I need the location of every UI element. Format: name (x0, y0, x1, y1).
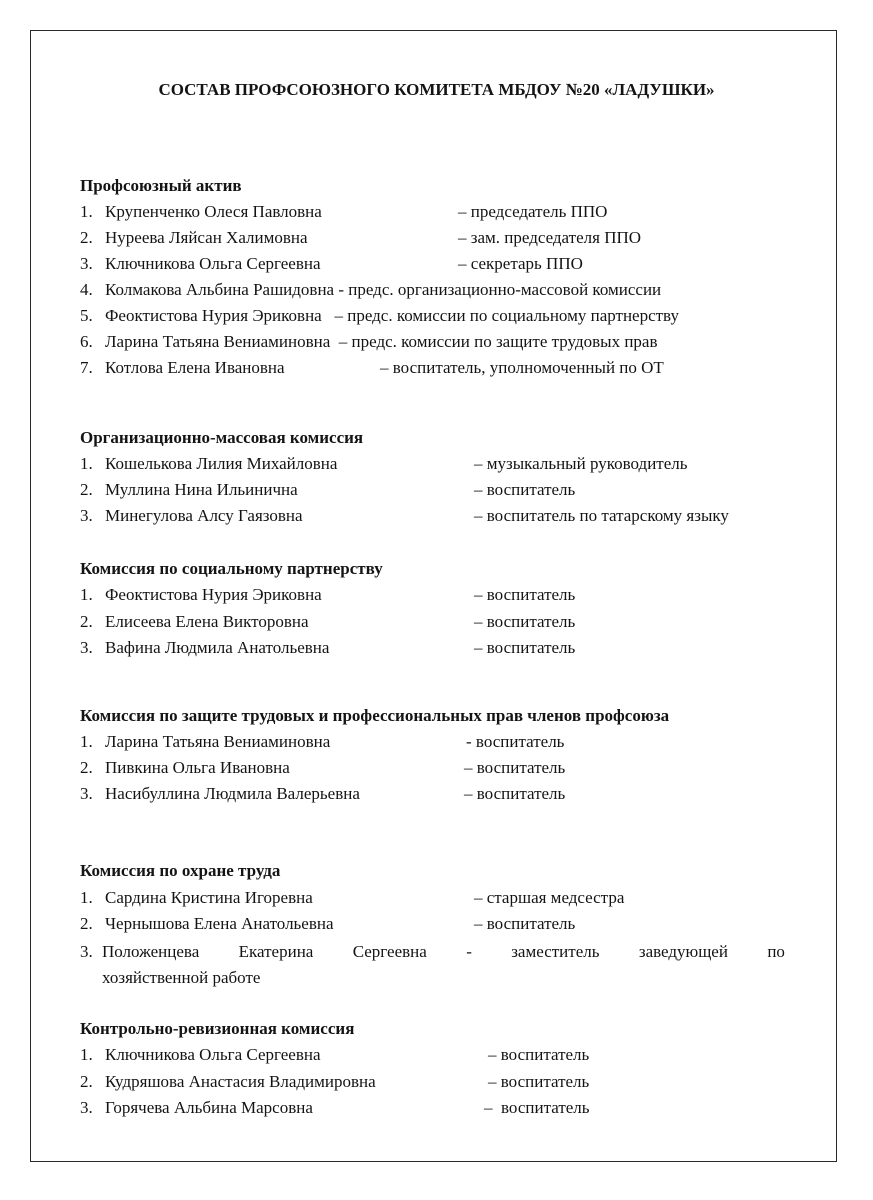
justified-word: Положенцева (102, 942, 200, 961)
item-number: 3. (80, 638, 93, 657)
member-role: – зам. председателя ППО (458, 228, 642, 247)
member-name: Горячева Альбина Марсовна (105, 1098, 313, 1117)
member-line: Феоктистова Нурия Эриковна – предс. комиссии по социальному партнерству (105, 306, 680, 325)
item-number: 1. (80, 1045, 93, 1064)
member-line-justified (102, 939, 785, 965)
member-role: - воспитатель (466, 732, 565, 751)
member-role: – воспитатель (488, 1072, 590, 1091)
item-number: 1. (80, 454, 93, 473)
item-number: 3. (80, 506, 93, 525)
justified-word: по (767, 942, 785, 961)
justified-word: Екатерина (238, 942, 314, 961)
justified-word: заведующей (638, 942, 728, 961)
member-line-continuation: хозяйственной работе (102, 968, 261, 987)
member-line: Ларина Татьяна Вениаминовна – предс. комиссии по защите трудовых прав (105, 332, 658, 351)
section-heading-rights: Комиссия по защите трудовых и профессиональных прав членов профсоюза (80, 706, 670, 725)
member-role: – воспитатель (474, 585, 576, 604)
section-heading-org: Организационно-массовая комиссия (80, 428, 364, 447)
member-name: Минегулова Алсу Гаязовна (105, 506, 303, 525)
member-name: Ключникова Ольга Сергеевна (105, 1045, 321, 1064)
item-number: 1. (80, 732, 93, 751)
section-heading-audit: Контрольно-ревизионная комиссия (80, 1019, 355, 1038)
justified-word: заместитель (511, 942, 600, 961)
member-name: Кошелькова Лилия Михайловна (105, 454, 338, 473)
member-name: Елисеева Елена Викторовна (105, 612, 309, 631)
member-role: – воспитатель (464, 758, 566, 777)
justified-word: Сергеевна (352, 942, 427, 961)
member-name: Ключникова Ольга Сергеевна (105, 254, 321, 273)
member-name: Насибуллина Людмила Валерьевна (105, 784, 360, 803)
item-number: 2. (80, 612, 93, 631)
section-heading-activ: Профсоюзный актив (80, 176, 242, 195)
member-role: – воспитатель, уполномоченный по ОТ (380, 358, 664, 377)
member-name: Крупенченко Олеся Павловна (105, 202, 322, 221)
item-number: 2. (80, 914, 93, 933)
justified-word: - (466, 942, 472, 961)
member-role: – воспитатель по татарскому языку (474, 506, 729, 525)
section-heading-social: Комиссия по социальному партнерству (80, 559, 383, 578)
member-name: Сардина Кристина Игоревна (105, 888, 313, 907)
item-number: 5. (80, 306, 93, 325)
member-role: – воспитатель (464, 784, 566, 803)
member-role: – воспитатель (474, 914, 576, 933)
member-name: Ларина Татьяна Вениаминовна (105, 732, 331, 751)
item-number: 2. (80, 228, 93, 247)
item-number: 2. (80, 758, 93, 777)
member-name: Муллина Нина Ильинична (105, 480, 298, 499)
item-number: 1. (80, 888, 93, 907)
member-role: – воспитатель (474, 480, 576, 499)
member-role: – воспитатель (484, 1098, 590, 1117)
member-name: Чернышова Елена Анатольевна (105, 914, 334, 933)
member-role: – секретарь ППО (458, 254, 583, 273)
item-number: 4. (80, 280, 93, 299)
item-number: 1. (80, 585, 93, 604)
member-name: Пивкина Ольга Ивановна (105, 758, 290, 777)
item-number: 3. (80, 1098, 93, 1117)
member-name: Вафина Людмила Анатольевна (105, 638, 330, 657)
member-role: – старшая медсестра (474, 888, 625, 907)
item-number: 1. (80, 202, 93, 221)
member-role: – председатель ППО (458, 202, 608, 221)
member-name: Кудряшова Анастасия Владимировна (105, 1072, 376, 1091)
item-number: 6. (80, 332, 93, 351)
member-role: – музыкальный руководитель (474, 454, 688, 473)
item-number: 3. (80, 942, 93, 961)
member-line: Колмакова Альбина Рашидовна - предс. организационно-массовой комиссии (105, 280, 662, 299)
member-role: – воспитатель (474, 638, 576, 657)
item-number: 7. (80, 358, 93, 377)
member-name: Нуреева Ляйсан Халимовна (105, 228, 308, 247)
member-name: Феоктистова Нурия Эриковна (105, 585, 322, 604)
item-number: 2. (80, 1072, 93, 1091)
member-role: – воспитатель (488, 1045, 590, 1064)
item-number: 3. (80, 784, 93, 803)
list-item (80, 939, 785, 991)
item-number: 3. (80, 254, 93, 273)
section-heading-safety: Комиссия по охране труда (80, 861, 281, 880)
member-role: – воспитатель (474, 612, 576, 631)
item-number: 2. (80, 480, 93, 499)
document-title: СОСТАВ ПРОФСОЮЗНОГО КОМИТЕТА МБДОУ №20 «ЛАДУШКИ» (158, 80, 715, 99)
member-name: Котлова Елена Ивановна (105, 358, 285, 377)
